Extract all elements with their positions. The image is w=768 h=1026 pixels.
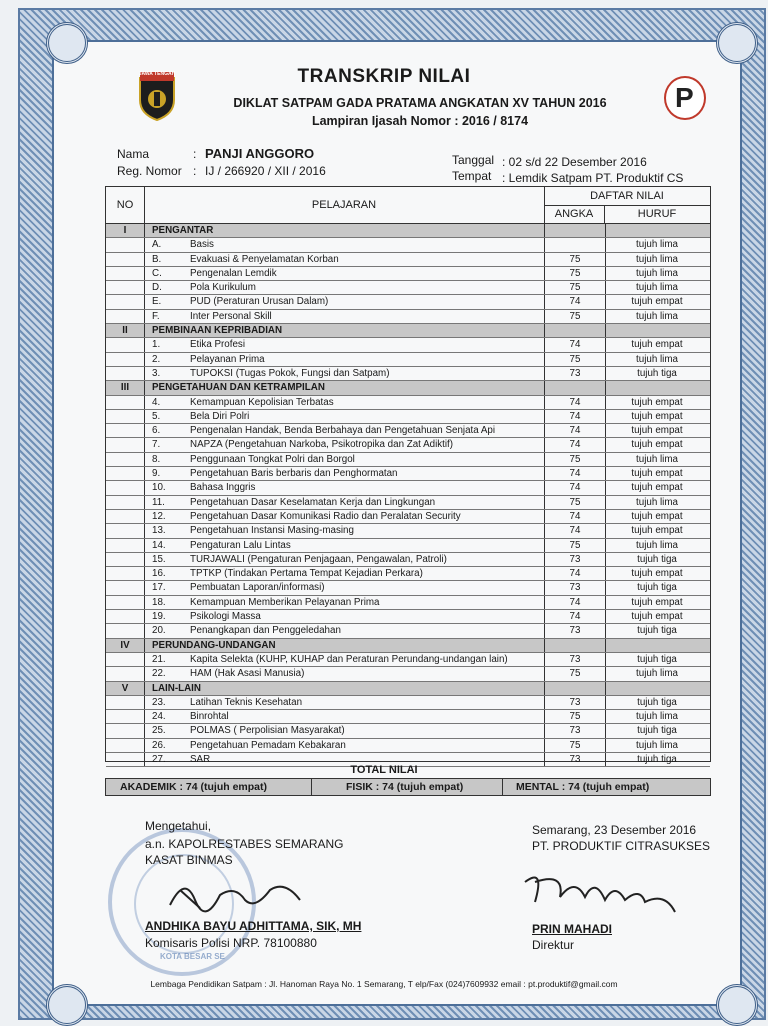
grade-number: 74 xyxy=(544,596,606,609)
total-mental: MENTAL : 74 (tujuh empat) xyxy=(516,781,650,793)
grade-number-cell xyxy=(544,682,606,695)
subject-name: Pengetahuan Dasar Komunikasi Radio dan Peralatan Security xyxy=(190,510,461,522)
item-index: C. xyxy=(152,267,162,279)
grade-number: 73 xyxy=(544,624,606,637)
grade-number: 73 xyxy=(544,367,606,380)
table-row xyxy=(106,510,710,524)
section-title: PEMBINAAN KEPRIBADIAN xyxy=(152,325,283,337)
row-no-cell xyxy=(106,281,145,294)
row-no-cell xyxy=(106,696,145,709)
date-label: Tanggal xyxy=(452,153,495,167)
table-row xyxy=(106,567,710,581)
grade-letter: tujuh tiga xyxy=(637,582,677,594)
grade-number: 74 xyxy=(544,610,606,623)
row-no-cell xyxy=(106,553,145,566)
grade-letter: tujuh empat xyxy=(631,611,683,623)
grade-letter: tujuh empat xyxy=(631,396,683,408)
grade-letter: tujuh tiga xyxy=(637,696,677,708)
grade-number: 74 xyxy=(544,567,606,580)
item-index: 5. xyxy=(152,410,161,422)
company-logo-letter: P xyxy=(675,82,694,113)
item-index: B. xyxy=(152,253,162,265)
table-row xyxy=(106,424,710,438)
grade-letter: tujuh empat xyxy=(631,339,683,351)
item-index: F. xyxy=(152,310,160,322)
corner-emblem-bl xyxy=(46,984,88,1026)
section-number: IV xyxy=(106,639,145,652)
subject-name: Pengaturan Lalu Lintas xyxy=(190,539,291,551)
row-no-cell xyxy=(106,238,145,251)
table-row xyxy=(106,453,710,467)
table-row xyxy=(106,467,710,481)
subject-name: NAPZA (Pengetahuan Narkoba, Psikotropika dan Zat Adiktif) xyxy=(190,439,454,451)
subject-name: HAM (Hak Asasi Manusia) xyxy=(190,668,305,680)
section-number: III xyxy=(106,381,145,394)
document-subtitle: DIKLAT SATPAM GADA PRATAMA ANGKATAN XV TAHUN 2016 xyxy=(233,96,607,110)
signer-role-right: Direktur xyxy=(532,938,575,952)
subject-name: Evakuasi & Penyelamatan Korban xyxy=(190,253,339,265)
table-row xyxy=(106,596,710,610)
row-no-cell xyxy=(106,438,145,451)
subject-name: Basis xyxy=(190,239,214,251)
subject-name: Penggunaan Tongkat Polri dan Borgol xyxy=(190,453,355,465)
subject-name: Pengenalan Lemdik xyxy=(190,267,277,279)
grade-letter: tujuh tiga xyxy=(637,725,677,737)
subject-name: TUPOKSI (Tugas Pokok, Fungsi dan Satpam) xyxy=(190,367,390,379)
grade-number xyxy=(544,238,606,251)
grade-letter: tujuh empat xyxy=(631,296,683,308)
grade-number: 75 xyxy=(544,310,606,323)
item-index: 15. xyxy=(152,553,166,565)
grade-number: 73 xyxy=(544,553,606,566)
item-index: 8. xyxy=(152,453,161,465)
row-no-cell xyxy=(106,396,145,409)
item-index: 24. xyxy=(152,711,166,723)
grade-number: 74 xyxy=(544,396,606,409)
grade-letter: tujuh empat xyxy=(631,568,683,580)
subject-name: Pengetahuan Dasar Keselamatan Kerja dan Lingkungan xyxy=(190,496,436,508)
stamp-text: KOTA BESAR SE xyxy=(160,952,225,961)
subject-name: Pengenalan Handak, Benda Berbahaya dan Pengetahuan Senjata Api xyxy=(190,425,496,437)
subject-name: Bahasa Inggris xyxy=(190,482,256,494)
item-index: 26. xyxy=(152,739,166,751)
grade-letter: tujuh empat xyxy=(631,596,683,608)
grade-number: 74 xyxy=(544,481,606,494)
grade-number: 73 xyxy=(544,753,606,766)
grade-number: 74 xyxy=(544,467,606,480)
item-index: 4. xyxy=(152,396,161,408)
subject-name: Kemampuan Kepolisian Terbatas xyxy=(190,396,334,408)
grade-letter: tujuh tiga xyxy=(637,653,677,665)
section-row xyxy=(106,682,710,696)
item-index: 25. xyxy=(152,725,166,737)
item-index: 19. xyxy=(152,611,166,623)
table-row xyxy=(106,710,710,724)
grade-letter: tujuh tiga xyxy=(637,753,677,765)
subject-name: TPTKP (Tindakan Pertama Tempat Kejadian Perkara) xyxy=(190,568,423,580)
row-no-cell xyxy=(106,739,145,752)
row-no-cell xyxy=(106,353,145,366)
table-row xyxy=(106,553,710,567)
table-row xyxy=(106,496,710,510)
grade-letter: tujuh tiga xyxy=(637,553,677,565)
document-title: TRANSKRIP NILAI xyxy=(297,66,471,87)
subject-name: Penangkapan dan Penggeledahan xyxy=(190,625,341,637)
item-index: 7. xyxy=(152,439,161,451)
signer-name-right: PRIN MAHADI xyxy=(532,922,612,936)
item-index: 1. xyxy=(152,339,161,351)
row-no-cell xyxy=(106,267,145,280)
total-academic: AKADEMIK : 74 (tujuh empat) xyxy=(120,781,267,793)
corner-emblem-br xyxy=(716,984,758,1026)
name-value: PANJI ANGGORO xyxy=(205,146,315,161)
name-sep: : xyxy=(193,147,197,161)
grade-letter: tujuh empat xyxy=(631,439,683,451)
grade-letter: tujuh tiga xyxy=(637,625,677,637)
table-row xyxy=(106,524,710,538)
grade-number: 74 xyxy=(544,510,606,523)
grade-number: 75 xyxy=(544,667,606,680)
subject-name: Bela Diri Polri xyxy=(190,410,250,422)
row-no-cell xyxy=(106,567,145,580)
table-row xyxy=(106,739,710,753)
row-no-cell xyxy=(106,338,145,351)
section-row xyxy=(106,381,710,395)
row-no-cell xyxy=(106,253,145,266)
signer-name-left: ANDHIKA BAYU ADHITTAMA, SIK, MH xyxy=(145,919,362,933)
reg-sep: : xyxy=(193,164,197,178)
row-no-cell xyxy=(106,610,145,623)
item-index: 20. xyxy=(152,625,166,637)
section-number: V xyxy=(106,682,145,695)
grade-letter: tujuh lima xyxy=(636,239,678,251)
table-row xyxy=(106,696,710,710)
acknowledged-label: Mengetahui, xyxy=(145,819,212,833)
subject-name: Psikologi Massa xyxy=(190,611,261,623)
totals-bar xyxy=(105,778,711,796)
item-index: 23. xyxy=(152,696,166,708)
table-row xyxy=(106,481,710,495)
table-row xyxy=(106,267,710,281)
row-no-cell xyxy=(106,624,145,637)
table-row xyxy=(106,338,710,352)
corner-emblem-tl xyxy=(46,22,88,64)
row-no-cell xyxy=(106,724,145,737)
table-row xyxy=(106,724,710,738)
total-title: TOTAL NILAI xyxy=(350,764,418,776)
row-no-cell xyxy=(106,496,145,509)
section-title: PERUNDANG-UNDANGAN xyxy=(152,639,276,651)
item-index: 27. xyxy=(152,753,166,765)
section-title: PENGETAHUAN DAN KETRAMPILAN xyxy=(152,382,325,394)
grade-letter: tujuh empat xyxy=(631,482,683,494)
grade-number-cell xyxy=(544,224,606,237)
place-value: : Lemdik Satpam PT. Produktif CS xyxy=(502,171,684,185)
date-value: : 02 s/d 22 Desember 2016 xyxy=(502,155,647,169)
grade-number: 74 xyxy=(544,338,606,351)
section-row xyxy=(106,224,710,238)
item-index: D. xyxy=(152,282,162,294)
header-grade-list: DAFTAR NILAI xyxy=(544,187,710,206)
item-index: 11. xyxy=(152,496,165,508)
table-row xyxy=(106,253,710,267)
row-no-cell xyxy=(106,410,145,423)
item-index: 21. xyxy=(152,653,166,665)
row-no-cell xyxy=(106,310,145,323)
item-index: 6. xyxy=(152,425,161,437)
header-letter: HURUF xyxy=(637,208,677,220)
row-no-cell xyxy=(106,295,145,308)
table-body xyxy=(106,224,710,767)
section-title: PENGANTAR xyxy=(152,225,214,236)
table-row xyxy=(106,581,710,595)
subject-name: Binrohtal xyxy=(190,711,229,723)
row-no-cell xyxy=(106,467,145,480)
row-no-cell xyxy=(106,539,145,552)
table-row xyxy=(106,610,710,624)
subject-name: Inter Personal Skill xyxy=(190,310,272,322)
place-label: Tempat xyxy=(452,169,492,183)
grade-letter: tujuh lima xyxy=(636,310,678,322)
signer-rank-left: Komisaris Polisi NRP. 78100880 xyxy=(145,936,317,950)
grade-letter: tujuh empat xyxy=(631,525,683,537)
row-no-cell xyxy=(106,367,145,380)
signature-right xyxy=(515,862,685,922)
subject-name: Pelayanan Prima xyxy=(190,353,265,365)
subject-name: SAR xyxy=(190,753,211,765)
grade-letter: tujuh empat xyxy=(631,425,683,437)
item-index: 3. xyxy=(152,367,161,379)
total-physical: FISIK : 74 (tujuh empat) xyxy=(346,781,464,793)
item-index: 18. xyxy=(152,596,166,608)
grades-table xyxy=(105,186,711,765)
table-row xyxy=(106,410,710,424)
item-index: 22. xyxy=(152,668,166,680)
grade-number: 74 xyxy=(544,438,606,451)
grade-letter: tujuh lima xyxy=(636,253,678,265)
corner-emblem-tr xyxy=(716,22,758,64)
grade-letter: tujuh lima xyxy=(636,267,678,279)
grade-number: 75 xyxy=(544,496,606,509)
table-row xyxy=(106,653,710,667)
subject-name: Etika Profesi xyxy=(190,339,245,351)
grade-number-cell xyxy=(544,639,606,652)
subject-name: POLMAS ( Perpolisian Masyarakat) xyxy=(190,725,345,737)
table-row xyxy=(106,281,710,295)
table-row xyxy=(106,438,710,452)
grade-number: 75 xyxy=(544,353,606,366)
header-number: ANGKA xyxy=(544,205,605,223)
item-index: 13. xyxy=(152,525,166,537)
grade-letter: tujuh tiga xyxy=(637,367,677,379)
signature-left xyxy=(160,870,310,920)
subject-name: Kapita Selekta (KUHP, KUHAP dan Peraturan Perundang-undangan lain) xyxy=(190,653,508,665)
grade-letter: tujuh lima xyxy=(636,739,678,751)
item-index: E. xyxy=(152,296,162,308)
grade-letter: tujuh empat xyxy=(631,510,683,522)
certificate-number: Lampiran Ijasah Nomor : 2016 / 8174 xyxy=(311,114,529,128)
grade-letter: tujuh lima xyxy=(636,496,678,508)
item-index: 2. xyxy=(152,353,161,365)
item-index: 12. xyxy=(152,510,166,522)
logo-left-caption: JAWA TENGAH xyxy=(138,71,176,77)
grade-number: 74 xyxy=(544,524,606,537)
reg-value: IJ / 266920 / XII / 2016 xyxy=(205,164,326,178)
row-no-cell xyxy=(106,596,145,609)
grade-number: 73 xyxy=(544,724,606,737)
grade-number-cell xyxy=(544,324,606,337)
grade-number: 73 xyxy=(544,581,606,594)
section-number: II xyxy=(106,324,145,337)
header-subject: PELAJARAN xyxy=(144,187,545,223)
table-row xyxy=(106,310,710,324)
row-no-cell xyxy=(106,667,145,680)
table-row xyxy=(106,396,710,410)
item-index: 16. xyxy=(152,568,166,580)
table-row xyxy=(106,539,710,553)
row-no-cell xyxy=(106,653,145,666)
item-index: 17. xyxy=(152,582,166,594)
row-no-cell xyxy=(106,510,145,523)
row-no-cell xyxy=(106,481,145,494)
subject-name: Latihan Teknis Kesehatan xyxy=(190,696,303,708)
grade-letter: tujuh lima xyxy=(636,353,678,365)
item-index: A. xyxy=(152,239,162,251)
row-no-cell xyxy=(106,453,145,466)
grade-letter: tujuh lima xyxy=(636,282,678,294)
subject-name: Pembuatan Laporan/informasi) xyxy=(190,582,325,594)
subject-name: PUD (Peraturan Urusan Dalam) xyxy=(190,296,329,308)
section-number: I xyxy=(106,224,145,237)
grade-number: 74 xyxy=(544,295,606,308)
subject-name: TURJAWALI (Pengaturan Penjagaan, Pengawalan, Patroli) xyxy=(190,553,447,565)
subject-name: Pengetahuan Baris berbaris dan Penghormatan xyxy=(190,468,398,480)
table-row xyxy=(106,295,710,309)
item-index: 14. xyxy=(152,539,166,551)
table-row xyxy=(106,238,710,252)
grade-number: 75 xyxy=(544,453,606,466)
table-row xyxy=(106,367,710,381)
totals-divider xyxy=(502,779,503,795)
section-row xyxy=(106,324,710,338)
grade-number: 75 xyxy=(544,739,606,752)
table-row xyxy=(106,667,710,681)
subject-name: Pola Kurikulum xyxy=(190,282,256,294)
grade-number: 73 xyxy=(544,653,606,666)
grade-number: 75 xyxy=(544,539,606,552)
grade-letter: tujuh empat xyxy=(631,468,683,480)
table-row xyxy=(106,353,710,367)
subject-name: Pengetahuan Pemadam Kebakaran xyxy=(190,739,346,751)
table-row xyxy=(106,624,710,638)
grade-number: 75 xyxy=(544,267,606,280)
row-no-cell xyxy=(106,424,145,437)
grade-number: 74 xyxy=(544,410,606,423)
table-header xyxy=(106,187,710,224)
item-index: 10. xyxy=(152,482,166,494)
section-row xyxy=(106,639,710,653)
grade-letter: tujuh lima xyxy=(636,711,678,723)
on-behalf-line: a.n. KAPOLRESTABES SEMARANG xyxy=(145,837,344,851)
row-no-cell xyxy=(106,710,145,723)
grade-letter: tujuh lima xyxy=(636,453,678,465)
grade-number: 75 xyxy=(544,710,606,723)
totals-divider xyxy=(311,779,312,795)
footer-address: Lembaga Pendidikan Satpam : Jl. Hanoman Raya No. 1 Semarang, T elp/Fax (024)7609932 email : pt.produktif@gmail.com xyxy=(150,979,618,989)
grade-number: 74 xyxy=(544,424,606,437)
item-index: 9. xyxy=(152,468,161,480)
position-line: KASAT BINMAS xyxy=(145,853,233,867)
company-name: PT. PRODUKTIF CITRASUKSES xyxy=(532,839,711,853)
grade-number: 73 xyxy=(544,696,606,709)
name-label: Nama xyxy=(117,147,150,161)
sign-date: Semarang, 23 Desember 2016 xyxy=(532,823,697,837)
grade-letter: tujuh lima xyxy=(636,539,678,551)
row-no-cell xyxy=(106,524,145,537)
section-title: LAIN-LAIN xyxy=(152,682,201,694)
grade-letter: tujuh empat xyxy=(631,410,683,422)
grade-number-cell xyxy=(544,381,606,394)
header-no: NO xyxy=(106,187,145,223)
row-no-cell xyxy=(106,581,145,594)
subject-name: Kemampuan Memberikan Pelayanan Prima xyxy=(190,596,380,608)
reg-label: Reg. Nomor xyxy=(117,164,182,178)
subject-name: Pengetahuan Instansi Masing-masing xyxy=(190,525,354,537)
grade-number: 75 xyxy=(544,281,606,294)
grade-number: 75 xyxy=(544,253,606,266)
grade-letter: tujuh lima xyxy=(636,668,678,680)
